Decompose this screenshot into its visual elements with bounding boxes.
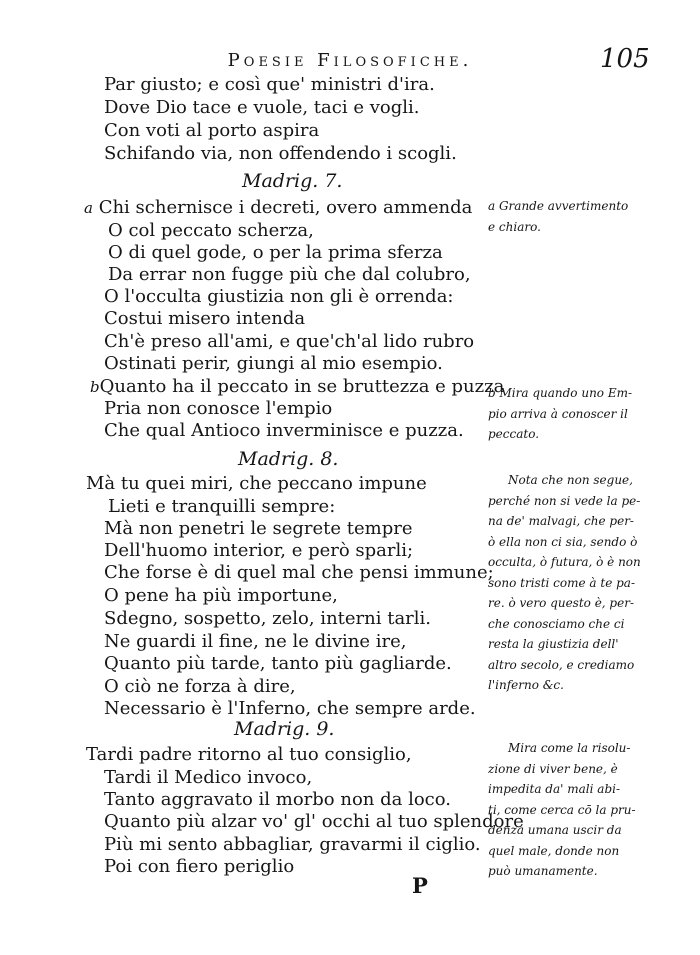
note-line: sono tristi come à te pa- — [488, 575, 636, 590]
verse-line: Con voti al porto aspira — [104, 120, 320, 141]
note-line: na de' malvagi, che per- — [488, 514, 634, 528]
note-line: ti, come cerca cō la pru- — [488, 802, 636, 817]
note-line: l'inferno &c. — [488, 678, 564, 692]
verse-line: Tardi padre ritorno al tuo consiglio, — [86, 744, 412, 765]
verse-line: O ciò ne forza à dire, — [104, 676, 296, 697]
verse-line: Più mi sento abbagliar, gravarmi il ciglio. — [104, 834, 481, 855]
note-line: denza umana uscir da — [488, 823, 622, 837]
note-line: re. ò vero questo è, per- — [488, 596, 634, 610]
verse-line: Sdegno, sospetto, zelo, interni tarli. — [104, 608, 432, 629]
verse-line: Tardi il Medico invoco, — [104, 767, 313, 788]
verse-line: Quanto più tarde, tanto più gagliarde. — [104, 653, 452, 674]
signature-mark: P — [412, 873, 428, 898]
note-line: perché non si vede la pe- — [488, 493, 641, 508]
verse-line — [90, 376, 504, 398]
note-line: Nota che non segue, — [508, 473, 633, 487]
verse-line: Ostinati perir, giungi al mio esempio. — [104, 353, 443, 374]
verse-line: O l'occulta giustizia non gli è orrenda: — [104, 286, 454, 307]
verse-line: Mà tu quei miri, che peccano impune — [86, 473, 427, 494]
verse-line: O pene ha più importune, — [104, 585, 338, 606]
verse-line: Che forse è di quel mal che pensi immune; — [104, 562, 494, 583]
note-line: resta la giustizia dell' — [488, 637, 619, 651]
verse-line: Dell'huomo interior, e però sparli; — [104, 540, 414, 561]
verse-line: Par giusto; e così que' ministri d'ira. — [104, 74, 435, 95]
note-line: zione di viver bene, è — [488, 761, 618, 776]
verse-line: Quanto più alzar vo' gl' occhi al tuo splendore — [104, 811, 524, 832]
verse-line: Che qual Antioco inverminisce e puzza. — [104, 420, 464, 441]
note-line: pio arriva à conoscer il — [488, 406, 628, 421]
note-line: quel male, donde non — [488, 843, 620, 858]
madrigal-title: Madrig. 7. — [242, 170, 343, 192]
verse-line: Poi con fiero periglio — [104, 856, 295, 877]
note-line: e chiaro. — [488, 219, 541, 234]
verse-text: Quanto ha il peccato in se bruttezza e puzza — [99, 376, 505, 397]
madrigal-title: Madrig. 8. — [238, 448, 339, 470]
verse-line: Costui misero intenda — [104, 308, 306, 329]
verse-line: Lieti e tranquilli sempre: — [108, 496, 336, 517]
verse-line: Pria non conosce l'empio — [104, 398, 333, 419]
verse-line: O di quel gode, o per la prima sferza — [108, 242, 443, 263]
note-marker: a — [84, 199, 93, 217]
verse-line: Tanto aggravato il morbo non da loco. — [104, 789, 451, 810]
madrigal-title: Madrig. 9. — [234, 718, 335, 740]
note-line: che conosciamo che ci — [488, 616, 625, 631]
verse-line: Schifando via, non offendendo i scogli. — [104, 143, 457, 164]
verse-line: Da errar non fugge più che dal colubro, — [108, 264, 471, 285]
verse-line: O col peccato scherza, — [108, 220, 314, 241]
note-line: b Mira quando uno Em- — [488, 386, 633, 400]
note-line: peccato. — [488, 427, 540, 441]
note-marker: b — [90, 378, 100, 396]
note-line: può umanamente. — [488, 864, 598, 878]
margin-note — [488, 196, 688, 237]
margin-note — [488, 383, 688, 445]
note-line: a Grande avvertimento — [488, 199, 629, 213]
verse-line: Ch'è preso all'ami, e que'ch'al lido rubro — [104, 331, 475, 352]
note-line: occulta, ò futura, ò è non — [488, 555, 641, 569]
running-title: Poesie Filosofiche. — [227, 50, 473, 71]
page-number: 105 — [600, 44, 650, 74]
verse-line: Dove Dio tace e vuole, taci e vogli. — [104, 97, 420, 118]
verse-text: Chi schernisce i decreti, overo ammenda — [98, 197, 473, 218]
margin-note — [488, 738, 688, 882]
note-line: Mira come la risolu- — [508, 741, 631, 755]
verse-line: Mà non penetri le segrete tempre — [104, 518, 413, 539]
margin-note — [488, 470, 688, 696]
verse-line: Necessario è l'Inferno, che sempre arde. — [104, 698, 476, 719]
note-line: impedita da' mali abi- — [488, 782, 621, 796]
verse-line — [84, 197, 472, 219]
note-line: ò ella non ci sia, sendo ò — [488, 534, 638, 549]
note-line: altro secolo, e crediamo — [488, 657, 635, 672]
verse-line: Ne guardi il fine, ne le divine ire, — [104, 631, 407, 652]
